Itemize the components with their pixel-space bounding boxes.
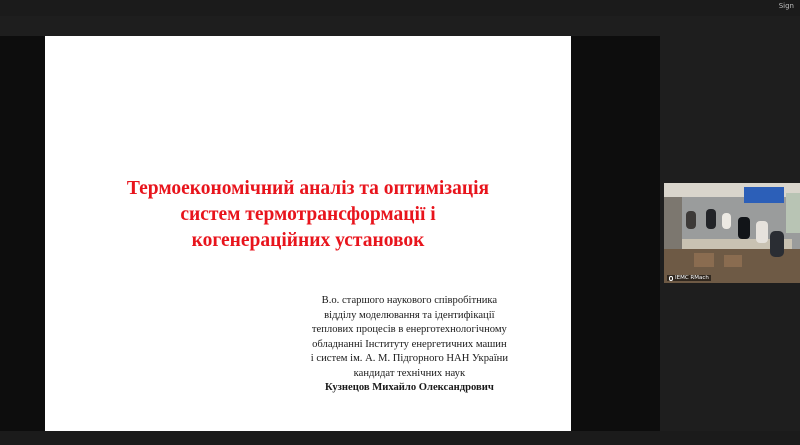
slide-title-line: систем термотрансформації і <box>180 204 436 225</box>
author-position-line: обладнанні Інституту енергетичних машин <box>312 338 507 350</box>
shared-screen-area <box>0 36 660 431</box>
presentation-slide <box>45 36 571 431</box>
slide-title-line: когенераційних установок <box>191 230 425 251</box>
bottom-bar <box>0 431 800 445</box>
sign-in-link[interactable]: Sign <box>778 2 794 10</box>
participant-video-tile[interactable] <box>664 183 800 283</box>
participant-name-label <box>667 275 711 281</box>
slide-title-line: Термоекономічний аналіз та оптимізація <box>126 178 490 199</box>
author-position-line: теплових процесів в енерготехнологічному <box>311 324 507 335</box>
author-position-line: В.о. старшого наукового співробітника <box>321 295 498 306</box>
microphone-icon <box>669 276 673 281</box>
top-bar <box>0 0 800 16</box>
participant-video-frame <box>664 183 800 283</box>
author-position-line: і систем ім. А. М. Підгорного НАН України <box>310 353 508 364</box>
participant-name: IEMC RMach <box>675 275 709 281</box>
author-block <box>311 294 508 396</box>
slide-title <box>65 176 551 254</box>
author-position-line: відділу моделювання та ідентифікації <box>324 309 495 321</box>
author-degree-line: кандидат технічних наук <box>353 367 466 379</box>
author-name: Кузнецов Михайло Олександрович <box>324 382 494 393</box>
